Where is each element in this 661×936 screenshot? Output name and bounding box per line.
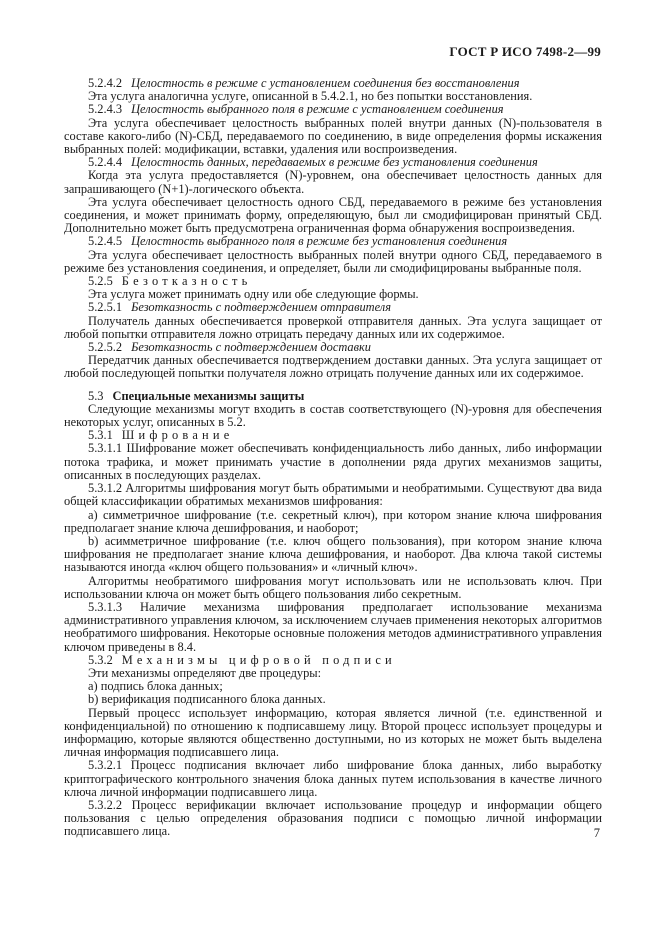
clause-number: 5.2.5.2: [88, 340, 123, 355]
paragraph-text: Целостность данных, передаваемых в режиме без установления соединения: [131, 155, 538, 170]
running-header-standard-designation: ГОСТ Р ИСО 7498-2—99: [449, 44, 601, 59]
paragraph-text: Эта услуга аналогична услуге, описанной в 5.4.2.1, но без попытки восстановления.: [88, 89, 533, 104]
paragraph: [64, 601, 602, 654]
clause-number: 5.2.5.1: [88, 300, 123, 315]
paragraph-text: Механизмы цифровой подписи: [121, 652, 396, 667]
paragraph: [64, 403, 602, 429]
paragraph-text: 5.3.1.1 Шифрование может обеспечивать конфиденциальность либо данных, либо информации потока трафика, и может принимать участие в дополнении ряда других механизмов защиты, описанных в последующих разделах.: [64, 441, 602, 482]
paragraph-text: Эта услуга обеспечивает целостность выбранных полей внутри данных (N)-пользователя в составе какого-либо (N)-СБД, передаваемого по соединению, в виде определения формы искажения выбранных полей: модификации, вставки, удаления или воспроизведения.: [64, 115, 602, 157]
paragraph-text: Следующие механизмы могут входить в состав соответствующего (N)-уровня для обеспечения некоторых услуг, описанных в 5.2.: [64, 401, 602, 430]
paragraph: [64, 535, 602, 575]
paragraph-text: Специальные механизмы защиты: [112, 388, 305, 403]
page-number: 7: [593, 826, 600, 840]
paragraph-text: 5.3.1.2 Алгоритмы шифрования могут быть обратимыми и необратимыми. Существуют два вида общей классификации обратимых механизмов шифрования:: [64, 481, 602, 509]
paragraph-text: Первый процесс использует информацию, которая является личной (т.е. единственной и конфиденциальной) по отношению к подписавшему лицу. Второй процесс использует процедуры и информацию, которые являются общественно доступными, но из которых не может быть выделена личная информация подписавшего лица.: [64, 705, 602, 760]
paragraph-text: Алгоритмы необратимого шифрования могут использовать или не использовать ключ. При использовании ключа он может быть общего пользования либо секретным.: [64, 573, 602, 601]
paragraph-text: 5.3.1.3 Наличие механизма шифрования предполагает использование механизма административного управления ключом, за исключением случаев применения некоторых алгоритмов необратимого шифрования. Некоторые основные положения методов административного управления ключом приведены в 8.4.: [64, 599, 602, 654]
clause-number: 5.2.4.3: [88, 102, 123, 117]
paragraph-text: Эта услуга может принимать одну или обе следующие формы.: [88, 287, 419, 302]
paragraph-text: Целостность в режиме с установлением соединения без восстановления: [131, 76, 520, 90]
paragraph-text: Эта услуга обеспечивает целостность выбранных полей внутри одного СБД, передаваемого в режиме без установления соединения, и определяет, были ли смодифицированы выбранные поля.: [64, 247, 602, 275]
paragraph-text: Шифрование: [121, 428, 234, 443]
document-content: [64, 77, 602, 839]
clause-number: 5.2.5: [88, 274, 113, 289]
paragraph: [64, 249, 602, 275]
paragraph: [64, 575, 602, 601]
paragraph: [64, 482, 602, 508]
paragraph: [64, 315, 602, 341]
paragraph-text: 5.3.2.1 Процесс подписания включает либо шифрование блока данных, либо выработку криптографического контрольного значения блока данных путем использования в качестве личного ключа личной информации подписавшего лица.: [64, 758, 602, 799]
paragraph: [64, 196, 602, 236]
paragraph: [64, 354, 602, 380]
paragraph-text: a) подпись блока данных;: [88, 679, 223, 694]
paragraph: [64, 799, 602, 839]
paragraph: [64, 759, 602, 799]
paragraph-text: Безотказность с подтверждением доставки: [131, 340, 371, 355]
paragraph-text: Передатчик данных обеспечивается подтверждением доставки данных. Эта услуга защищает от любой последующей попытки получателя ложно отрицать получение данных или их содержимое.: [64, 353, 602, 381]
paragraph-text: Целостность выбранного поля в режиме с установлением соединения: [131, 102, 504, 117]
paragraph: [64, 707, 602, 760]
paragraph: [64, 117, 602, 157]
clause-number: 5.2.4.5: [88, 234, 123, 249]
paragraph: [64, 442, 602, 482]
paragraph: [64, 509, 602, 535]
clause-number: 5.3: [88, 388, 104, 403]
clause-number: 5.3.2: [88, 652, 113, 667]
paragraph-text: Безотказность: [121, 274, 252, 289]
paragraph: [64, 169, 602, 195]
paragraph-text: b) асимметричное шифрование (т.е. ключ общего пользования), при котором знание ключа шифрования не предполагает знание ключа дешифрования, и наоборот. Два ключа такой системы называются иногда «ключ общего пользования» и «личный ключ».: [64, 533, 602, 575]
clause-number: 5.2.4.4: [88, 155, 123, 170]
paragraph-text: a) симметричное шифрование (т.е. секретный ключ), при котором знание ключа шифрования предполагает знание ключа дешифрования, и наоборот;: [64, 507, 602, 535]
paragraph-text: Безотказность с подтверждением отправителя: [131, 300, 391, 315]
paragraph-text: 5.3.2.2 Процесс верификации включает использование процедур и информации общего пользования с целью определения образования подписи с помощью личной информации подписавшего лица.: [64, 797, 602, 839]
paragraph-text: Когда эта услуга предоставляется (N)-уровнем, она обеспечивает целостность данных для запрашивающего (N+1)-логического объекта.: [64, 168, 602, 196]
clause-number: 5.2.4.2: [88, 76, 123, 90]
paragraph-text: Целостность выбранного поля в режиме без установления соединения: [131, 234, 508, 249]
paragraph-text: Эта услуга обеспечивает целостность одного СБД, передаваемого в режиме без установления соединения, и может принимать форму, определяющую, был ли смодифицирован принятый СБД. Дополнительно может быть предусмотрена ограниченная форма обнаружения воспроизведения.: [64, 194, 602, 236]
paragraph-text: Получатель данных обеспечивается проверкой отправителя данных. Эта услуга защищает от любой попытки отправителя ложно отрицать передачу данных или их содержимое.: [64, 313, 602, 341]
paragraph-text: b) верификация подписанного блока данных.: [88, 692, 326, 707]
paragraph-text: Эти механизмы определяют две процедуры:: [88, 665, 322, 680]
clause-number: 5.3.1: [88, 428, 113, 443]
